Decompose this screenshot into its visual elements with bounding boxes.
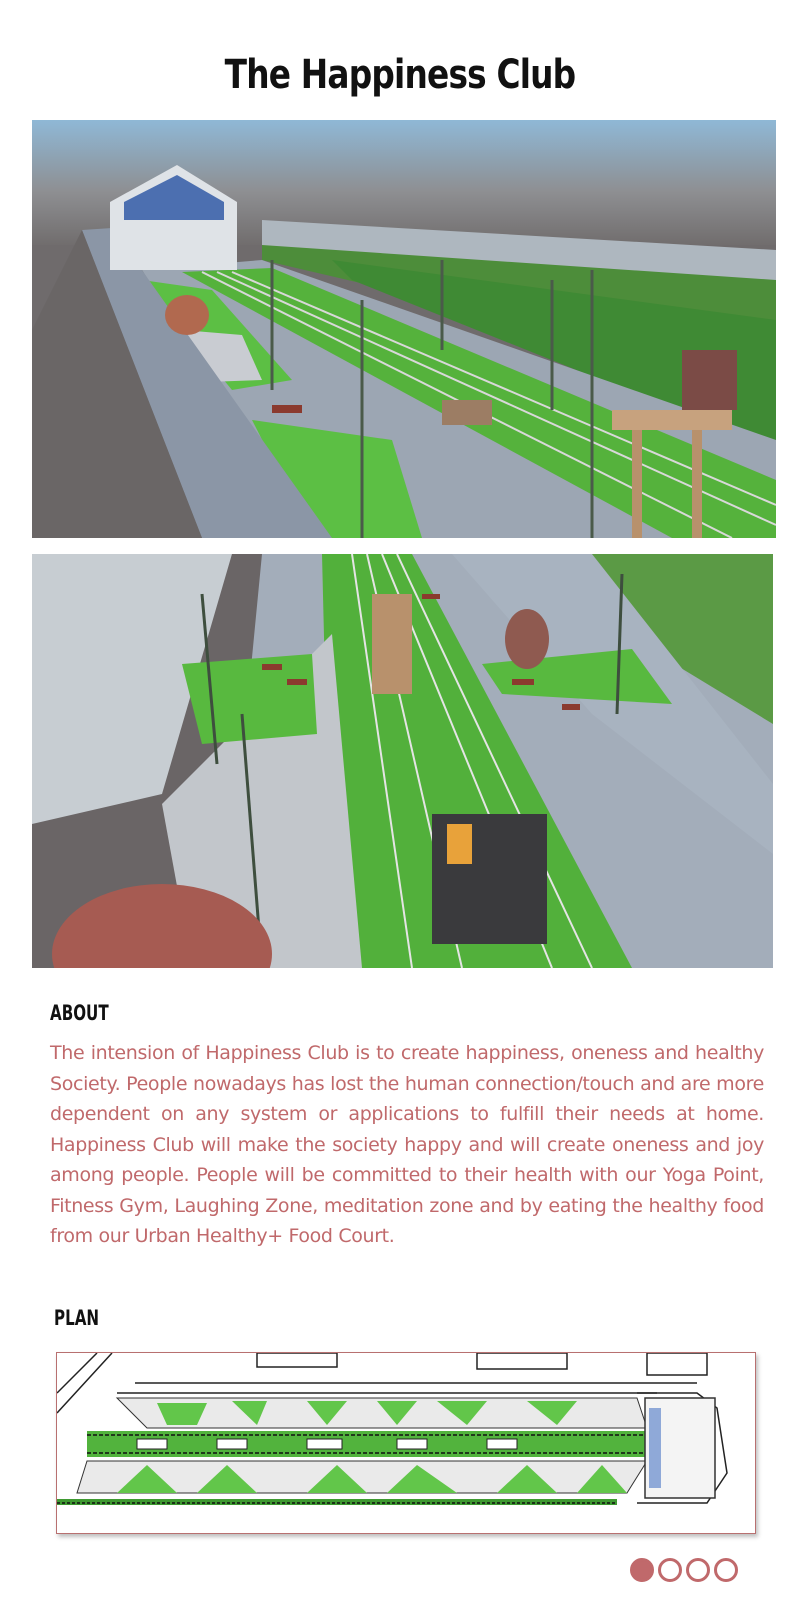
rendering-perspective-view-2: [32, 554, 773, 968]
page-dot-1[interactable]: [630, 1558, 654, 1582]
page-dot-3[interactable]: [686, 1558, 710, 1582]
plan-heading: PLAN: [54, 1306, 100, 1330]
page-title: The Happiness Club: [224, 52, 576, 98]
site-plan-drawing: [56, 1352, 756, 1534]
rendering-perspective-view-1: [32, 120, 776, 538]
page-dot-4[interactable]: [714, 1558, 738, 1582]
about-heading: ABOUT: [50, 1001, 109, 1025]
slide-pagination: [630, 1558, 738, 1582]
page-dot-2[interactable]: [658, 1558, 682, 1582]
about-text: The intension of Happiness Club is to create happiness, oneness and healthy Society. People nowadays has lost the human connection/touch and are more dependent on any system or applications to fulfill their needs at home. Happiness Club will make the society happy and will create oneness and joy among people. People will be committed to their health with our Yoga Point, Fitness Gym, Laughing Zone, meditation zone and by eating the healthy food from our Urban Healthy+ Food Court.: [50, 1042, 764, 1247]
